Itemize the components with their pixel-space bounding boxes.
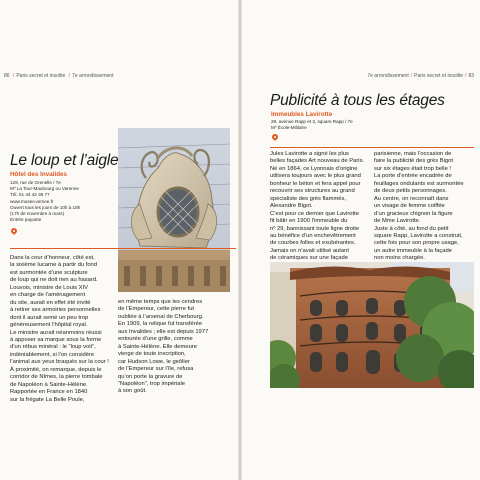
left-body-column-1: [10, 255, 114, 404]
text-line: un visage de femme coiffée: [374, 203, 445, 210]
text-line: Le ministre aurait néanmoins réussi: [10, 329, 102, 336]
text-line: En 1909, la relique fut transférée: [118, 321, 203, 328]
text-line: bonheur le béton et fera appel pour: [270, 180, 361, 187]
right-page-number: 83: [468, 73, 474, 79]
text-line: spécialiste des grès flammés,: [270, 195, 347, 202]
right-separator-rule: [270, 147, 474, 148]
text-line: vierge de toute inscription,: [118, 351, 186, 358]
location-pin-icon: [272, 134, 278, 142]
text-line: indéniablement, si l’on considère: [10, 351, 95, 358]
text-line: Juste à côté, au fond du petit: [374, 225, 449, 232]
left-venue-info: [10, 180, 110, 223]
text-line: de l’Empereur, cette pierre fut: [118, 306, 195, 313]
info-line: Entrée payante: [10, 217, 42, 223]
left-running-section: Paris secret et insolite: [16, 73, 66, 79]
text-line: d’un gracieux chignon la figure: [374, 210, 453, 217]
lavirotte-facade-photo: [270, 262, 474, 388]
text-line: de deux petits personnages.: [374, 188, 447, 195]
info-line: 29, avenue Rapp et 3, square Rapp / 7e: [271, 119, 353, 124]
text-line: nº 29, bannissant toute ligne droite: [270, 225, 360, 232]
book-gutter: [238, 0, 242, 480]
text-line: de céramiques sur une façade: [270, 255, 348, 262]
left-separator-rule: [10, 248, 236, 249]
text-line: à son goût.: [118, 388, 147, 395]
text-line: oubliée à l’arsenal de Cherbourg.: [118, 313, 204, 320]
text-line: recouvrir ses structures au grand: [270, 188, 355, 195]
text-line: Jamais on n’avait utilisé autant: [270, 247, 349, 254]
text-line: parisienne, mais l’occasion de: [374, 151, 452, 157]
text-line: au bénéfice d’un enchevêtrement: [270, 232, 356, 239]
text-line: de l’Empereur sur l’île, refusa: [118, 366, 194, 373]
text-line: belles façades Art nouveau de Paris.: [270, 158, 365, 165]
text-line: Alexandre Bigot.: [270, 203, 313, 210]
text-line: C’est pour ce dernier que Lavirotte: [270, 210, 359, 217]
right-running-chapter: 7e arrondissement: [367, 73, 409, 79]
text-line: qu’on porte la gravure de: [118, 373, 183, 380]
right-venue-name: Immeubles Lavirotte: [271, 111, 333, 118]
text-line: fit bâtir en 1900 l’immeuble du: [270, 218, 348, 225]
left-venue-name: Hôtel des Invalides: [10, 171, 68, 178]
right-running-section: Paris secret et insolite: [414, 73, 464, 79]
left-page-number: 86: [4, 73, 10, 79]
right-article-title: Publicité à tous les étages: [270, 92, 445, 109]
text-line: Jules Lavirotte a signé les plus: [270, 151, 349, 157]
text-line: de Napoléon à Sainte-Hélène.: [10, 381, 88, 388]
text-line: Rapportée en France en 1840: [10, 389, 88, 396]
text-line: square Rapp, Lavirotte a construit,: [374, 232, 463, 239]
dormer-sculpture-photo: [118, 128, 230, 292]
left-article-title: Le loup et l’aigle: [10, 152, 119, 169]
text-line: car Hudson Lowe, le geôlier: [118, 358, 190, 365]
text-line: Né en 1864, ce Lyonnais d’origine: [270, 165, 358, 172]
info-line: Ouvert tous les jours de 10h à 18h: [10, 204, 81, 210]
location-pin-icon: [11, 228, 17, 236]
text-line: sur six étages était trop belle !: [374, 165, 452, 172]
left-running-head: 86 / Paris secret et insolite / 7e arrondissement: [4, 73, 114, 79]
text-line: feuillages ondulants est surmontée: [374, 180, 464, 187]
right-running-head: 7e arrondissement / Paris secret et insolite / 83: [367, 73, 474, 79]
text-line: dont il aurait semé un peu trop: [10, 314, 89, 321]
text-line: Louvois, ministre de Louis XIV: [10, 284, 88, 291]
text-line: entourée d’une grille, comme: [118, 336, 193, 343]
lavirotte-facade-image: [270, 262, 474, 388]
text-line: de courbes folles et exubérantes.: [270, 240, 356, 247]
text-line: de Mme Lavirotte.: [374, 218, 421, 225]
text-line: d’un rébus minéral : le “loup voit”,: [10, 344, 96, 351]
text-line: à Sainte-Hélène. Elle demeure: [118, 343, 197, 350]
right-venue-info: [271, 119, 353, 131]
text-line: La porte d’entrée encadrée de: [374, 173, 452, 180]
text-line: Dans la cour d’honneur, côté est,: [10, 255, 95, 261]
left-running-chapter: 7e arrondissement: [72, 73, 114, 79]
text-line: l’animal aux yeux braqués sur la cour !: [10, 359, 109, 366]
text-line: du site, aurait en effet été invité: [10, 299, 91, 306]
text-line: la sixième lucarne à partir du fond: [10, 262, 97, 269]
text-line: en même temps que les cendres: [118, 299, 203, 305]
info-line: 129, rue de Grenelle / 7e: [10, 180, 61, 185]
text-line: faire la publicité des grès Bigot: [374, 158, 453, 165]
text-line: est surmontée d’une sculpture: [10, 269, 88, 276]
text-line: aux Invalides ; elle est depuis 1977: [118, 328, 209, 335]
text-line: un autre immeuble à la façade: [374, 247, 452, 254]
text-line: À proximité, on remarque, depuis le: [10, 366, 102, 373]
text-line: non moins chargée.: [374, 255, 425, 262]
right-body-column-2: [374, 151, 474, 263]
text-line: “Napoléon”, trop impériale: [118, 380, 186, 387]
text-line: à apposer sa marque sous la forme: [10, 336, 102, 343]
info-line: Tél. 01 44 42 38 77: [10, 192, 50, 198]
text-line: Au centre, on reconnaît dans: [374, 195, 449, 202]
info-line: Mº La Tour-Maubourg ou Varenne: [10, 186, 79, 192]
text-line: généreusement l’hôpital royal.: [10, 322, 88, 329]
left-body-column-2: [118, 299, 230, 396]
info-line: www.musee-armee.fr: [10, 198, 54, 204]
right-body-column-1: [270, 151, 370, 263]
text-line: en charge de l’aménagement: [10, 292, 86, 299]
text-line: cette fois pour son propre usage,: [374, 240, 459, 247]
text-line: à retirer ses armoiries personnelles: [10, 307, 101, 314]
text-line: de loup qui ne doit rien au hasard.: [10, 277, 98, 284]
text-line: sur la frégate La Belle Poule,: [10, 396, 85, 403]
text-line: utilisera toujours avec le plus grand: [270, 173, 361, 180]
text-line: corridor de Nîmes, la pierre tombale: [10, 374, 103, 381]
info-line: (17h de novembre à mars): [10, 211, 65, 217]
info-line: Mº École-Militaire: [271, 125, 307, 131]
dormer-sculpture-image: [118, 128, 230, 292]
